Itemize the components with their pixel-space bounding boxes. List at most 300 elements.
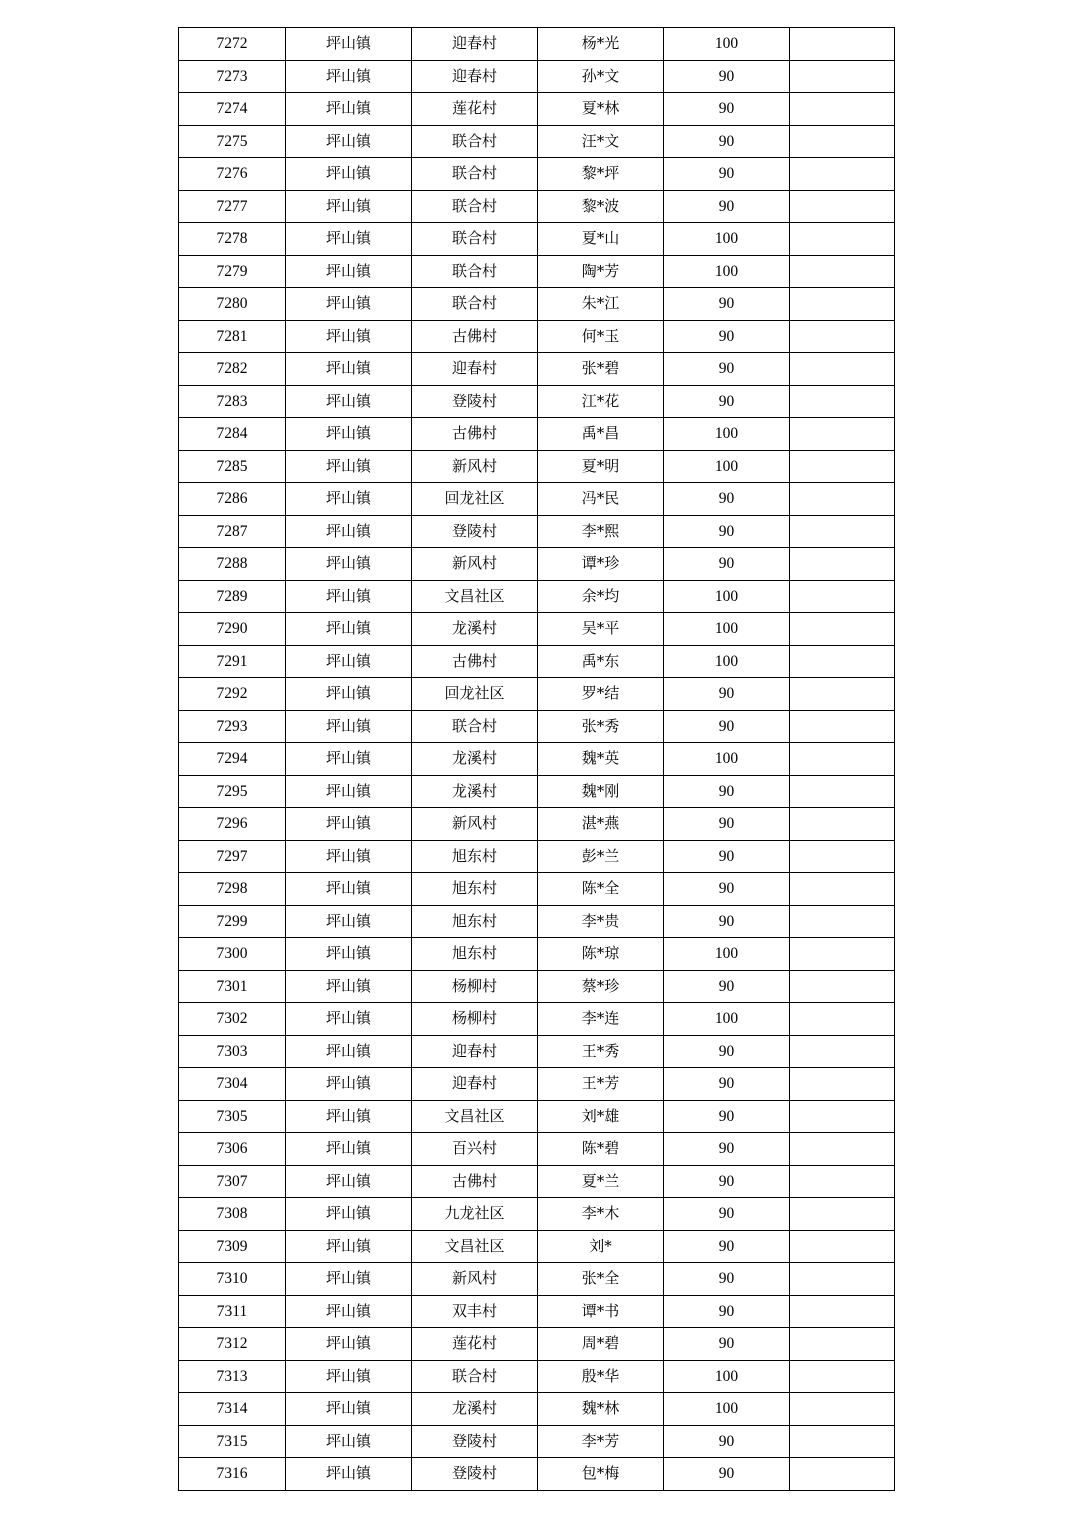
table-row: [179, 1393, 895, 1426]
town-cell: 坪山镇: [286, 1198, 412, 1231]
town-cell: 坪山镇: [286, 385, 412, 418]
table-row: [179, 158, 895, 191]
table-row: [179, 1165, 895, 1198]
amount-cell: 90: [664, 320, 790, 353]
amount-cell: 90: [664, 288, 790, 321]
table-row: [179, 1458, 895, 1491]
remark-cell: [790, 1295, 895, 1328]
name-cell: 彭*兰: [538, 840, 664, 873]
name-cell: 王*秀: [538, 1035, 664, 1068]
name-cell: 夏*林: [538, 93, 664, 126]
serial-number-cell: 7292: [179, 678, 286, 711]
remark-cell: [790, 190, 895, 223]
table-body: [179, 28, 895, 1491]
town-cell: 坪山镇: [286, 1295, 412, 1328]
village-cell: 迎春村: [412, 353, 538, 386]
remark-cell: [790, 1263, 895, 1296]
village-cell: 九龙社区: [412, 1198, 538, 1231]
village-cell: 百兴村: [412, 1133, 538, 1166]
name-cell: 夏*山: [538, 223, 664, 256]
amount-cell: 100: [664, 28, 790, 61]
serial-number-cell: 7273: [179, 60, 286, 93]
serial-number-cell: 7274: [179, 93, 286, 126]
serial-number-cell: 7295: [179, 775, 286, 808]
name-cell: 李*木: [538, 1198, 664, 1231]
village-cell: 登陵村: [412, 385, 538, 418]
name-cell: 夏*兰: [538, 1165, 664, 1198]
table-row: [179, 418, 895, 451]
village-cell: 龙溪村: [412, 613, 538, 646]
village-cell: 登陵村: [412, 515, 538, 548]
amount-cell: 100: [664, 1003, 790, 1036]
town-cell: 坪山镇: [286, 808, 412, 841]
town-cell: 坪山镇: [286, 1133, 412, 1166]
remark-cell: [790, 450, 895, 483]
serial-number-cell: 7308: [179, 1198, 286, 1231]
name-cell: 黎*坪: [538, 158, 664, 191]
remark-cell: [790, 678, 895, 711]
town-cell: 坪山镇: [286, 1328, 412, 1361]
amount-cell: 90: [664, 190, 790, 223]
town-cell: 坪山镇: [286, 840, 412, 873]
amount-cell: 100: [664, 418, 790, 451]
remark-cell: [790, 905, 895, 938]
amount-cell: 100: [664, 645, 790, 678]
village-cell: 新风村: [412, 1263, 538, 1296]
town-cell: 坪山镇: [286, 450, 412, 483]
serial-number-cell: 7312: [179, 1328, 286, 1361]
name-cell: 陈*琼: [538, 938, 664, 971]
village-cell: 迎春村: [412, 60, 538, 93]
town-cell: 坪山镇: [286, 1230, 412, 1263]
village-cell: 新风村: [412, 808, 538, 841]
town-cell: 坪山镇: [286, 1068, 412, 1101]
name-cell: 王*芳: [538, 1068, 664, 1101]
name-cell: 李*熙: [538, 515, 664, 548]
town-cell: 坪山镇: [286, 223, 412, 256]
table-row: [179, 775, 895, 808]
village-cell: 古佛村: [412, 645, 538, 678]
remark-cell: [790, 60, 895, 93]
name-cell: 刘*雄: [538, 1100, 664, 1133]
table-row: [179, 548, 895, 581]
table-row: [179, 353, 895, 386]
serial-number-cell: 7277: [179, 190, 286, 223]
amount-cell: 90: [664, 1198, 790, 1231]
remark-cell: [790, 93, 895, 126]
table-row: [179, 905, 895, 938]
name-cell: 谭*书: [538, 1295, 664, 1328]
remark-cell: [790, 1393, 895, 1426]
village-cell: 莲花村: [412, 93, 538, 126]
remark-cell: [790, 515, 895, 548]
town-cell: 坪山镇: [286, 1035, 412, 1068]
town-cell: 坪山镇: [286, 613, 412, 646]
village-cell: 登陵村: [412, 1458, 538, 1491]
village-cell: 回龙社区: [412, 483, 538, 516]
amount-cell: 100: [664, 743, 790, 776]
town-cell: 坪山镇: [286, 1263, 412, 1296]
name-cell: 李*贵: [538, 905, 664, 938]
town-cell: 坪山镇: [286, 1393, 412, 1426]
table-row: [179, 125, 895, 158]
village-cell: 旭东村: [412, 905, 538, 938]
village-cell: 双丰村: [412, 1295, 538, 1328]
remark-cell: [790, 873, 895, 906]
table-row: [179, 1425, 895, 1458]
serial-number-cell: 7287: [179, 515, 286, 548]
amount-cell: 90: [664, 1425, 790, 1458]
village-cell: 迎春村: [412, 1035, 538, 1068]
village-cell: 文昌社区: [412, 580, 538, 613]
name-cell: 孙*文: [538, 60, 664, 93]
village-cell: 古佛村: [412, 1165, 538, 1198]
amount-cell: 90: [664, 1165, 790, 1198]
serial-number-cell: 7302: [179, 1003, 286, 1036]
table-row: [179, 255, 895, 288]
name-cell: 禹*昌: [538, 418, 664, 451]
name-cell: 刘*: [538, 1230, 664, 1263]
town-cell: 坪山镇: [286, 483, 412, 516]
village-cell: 联合村: [412, 223, 538, 256]
table-row: [179, 93, 895, 126]
town-cell: 坪山镇: [286, 580, 412, 613]
remark-cell: [790, 28, 895, 61]
amount-cell: 90: [664, 775, 790, 808]
remark-cell: [790, 1165, 895, 1198]
table-row: [179, 320, 895, 353]
name-cell: 李*芳: [538, 1425, 664, 1458]
table-row: [179, 1100, 895, 1133]
amount-cell: 90: [664, 385, 790, 418]
serial-number-cell: 7289: [179, 580, 286, 613]
remark-cell: [790, 1458, 895, 1491]
serial-number-cell: 7286: [179, 483, 286, 516]
table-row: [179, 743, 895, 776]
amount-cell: 100: [664, 223, 790, 256]
amount-cell: 100: [664, 580, 790, 613]
table-row: [179, 483, 895, 516]
serial-number-cell: 7279: [179, 255, 286, 288]
remark-cell: [790, 840, 895, 873]
table-row: [179, 645, 895, 678]
table-row: [179, 450, 895, 483]
remark-cell: [790, 353, 895, 386]
serial-number-cell: 7296: [179, 808, 286, 841]
remark-cell: [790, 1198, 895, 1231]
name-cell: 陈*碧: [538, 1133, 664, 1166]
town-cell: 坪山镇: [286, 678, 412, 711]
remark-cell: [790, 255, 895, 288]
town-cell: 坪山镇: [286, 190, 412, 223]
name-cell: 江*花: [538, 385, 664, 418]
town-cell: 坪山镇: [286, 93, 412, 126]
serial-number-cell: 7314: [179, 1393, 286, 1426]
remark-cell: [790, 125, 895, 158]
serial-number-cell: 7305: [179, 1100, 286, 1133]
remark-cell: [790, 970, 895, 1003]
village-cell: 联合村: [412, 255, 538, 288]
amount-cell: 90: [664, 548, 790, 581]
town-cell: 坪山镇: [286, 743, 412, 776]
town-cell: 坪山镇: [286, 645, 412, 678]
name-cell: 罗*结: [538, 678, 664, 711]
serial-number-cell: 7272: [179, 28, 286, 61]
amount-cell: 90: [664, 678, 790, 711]
town-cell: 坪山镇: [286, 905, 412, 938]
serial-number-cell: 7288: [179, 548, 286, 581]
table-row: [179, 1263, 895, 1296]
amount-cell: 90: [664, 1068, 790, 1101]
amount-cell: 90: [664, 125, 790, 158]
serial-number-cell: 7316: [179, 1458, 286, 1491]
village-cell: 新风村: [412, 548, 538, 581]
village-cell: 联合村: [412, 1360, 538, 1393]
amount-cell: 100: [664, 613, 790, 646]
town-cell: 坪山镇: [286, 288, 412, 321]
town-cell: 坪山镇: [286, 1458, 412, 1491]
name-cell: 陶*芳: [538, 255, 664, 288]
village-cell: 龙溪村: [412, 743, 538, 776]
name-cell: 张*全: [538, 1263, 664, 1296]
table-row: [179, 1360, 895, 1393]
table-row: [179, 580, 895, 613]
village-cell: 联合村: [412, 710, 538, 743]
amount-cell: 100: [664, 255, 790, 288]
remark-cell: [790, 938, 895, 971]
name-cell: 余*均: [538, 580, 664, 613]
table-row: [179, 190, 895, 223]
serial-number-cell: 7275: [179, 125, 286, 158]
remark-cell: [790, 775, 895, 808]
table-row: [179, 1198, 895, 1231]
serial-number-cell: 7300: [179, 938, 286, 971]
table-row: [179, 1230, 895, 1263]
serial-number-cell: 7299: [179, 905, 286, 938]
serial-number-cell: 7291: [179, 645, 286, 678]
remark-cell: [790, 483, 895, 516]
village-cell: 龙溪村: [412, 775, 538, 808]
name-cell: 张*秀: [538, 710, 664, 743]
remark-cell: [790, 1035, 895, 1068]
remark-cell: [790, 1100, 895, 1133]
town-cell: 坪山镇: [286, 28, 412, 61]
amount-cell: 90: [664, 1035, 790, 1068]
remark-cell: [790, 548, 895, 581]
town-cell: 坪山镇: [286, 1100, 412, 1133]
remark-cell: [790, 1230, 895, 1263]
remark-cell: [790, 320, 895, 353]
table-row: [179, 1068, 895, 1101]
serial-number-cell: 7293: [179, 710, 286, 743]
serial-number-cell: 7310: [179, 1263, 286, 1296]
serial-number-cell: 7303: [179, 1035, 286, 1068]
name-cell: 谭*珍: [538, 548, 664, 581]
table-row: [179, 1035, 895, 1068]
town-cell: 坪山镇: [286, 125, 412, 158]
amount-cell: 90: [664, 1133, 790, 1166]
town-cell: 坪山镇: [286, 1425, 412, 1458]
name-cell: 杨*光: [538, 28, 664, 61]
serial-number-cell: 7311: [179, 1295, 286, 1328]
amount-cell: 100: [664, 938, 790, 971]
amount-cell: 90: [664, 158, 790, 191]
serial-number-cell: 7278: [179, 223, 286, 256]
name-cell: 黎*波: [538, 190, 664, 223]
table-row: [179, 28, 895, 61]
remark-cell: [790, 710, 895, 743]
table-row: [179, 613, 895, 646]
town-cell: 坪山镇: [286, 60, 412, 93]
table-row: [179, 678, 895, 711]
amount-cell: 90: [664, 1458, 790, 1491]
town-cell: 坪山镇: [286, 158, 412, 191]
table-row: [179, 385, 895, 418]
remark-cell: [790, 1360, 895, 1393]
amount-cell: 90: [664, 710, 790, 743]
amount-cell: 90: [664, 353, 790, 386]
table-row: [179, 515, 895, 548]
name-cell: 湛*燕: [538, 808, 664, 841]
amount-cell: 90: [664, 808, 790, 841]
remark-cell: [790, 613, 895, 646]
village-cell: 联合村: [412, 288, 538, 321]
remark-cell: [790, 645, 895, 678]
name-cell: 魏*林: [538, 1393, 664, 1426]
remark-cell: [790, 223, 895, 256]
village-cell: 联合村: [412, 190, 538, 223]
village-cell: 龙溪村: [412, 1393, 538, 1426]
name-cell: 魏*英: [538, 743, 664, 776]
name-cell: 汪*文: [538, 125, 664, 158]
amount-cell: 100: [664, 450, 790, 483]
serial-number-cell: 7306: [179, 1133, 286, 1166]
remark-cell: [790, 288, 895, 321]
village-cell: 旭东村: [412, 938, 538, 971]
table-row: [179, 808, 895, 841]
village-cell: 文昌社区: [412, 1100, 538, 1133]
table-row: [179, 1295, 895, 1328]
remark-cell: [790, 808, 895, 841]
name-cell: 夏*明: [538, 450, 664, 483]
serial-number-cell: 7290: [179, 613, 286, 646]
serial-number-cell: 7307: [179, 1165, 286, 1198]
table-row: [179, 938, 895, 971]
village-cell: 文昌社区: [412, 1230, 538, 1263]
town-cell: 坪山镇: [286, 418, 412, 451]
village-cell: 回龙社区: [412, 678, 538, 711]
village-cell: 莲花村: [412, 1328, 538, 1361]
name-cell: 冯*民: [538, 483, 664, 516]
table-row: [179, 1133, 895, 1166]
town-cell: 坪山镇: [286, 353, 412, 386]
serial-number-cell: 7309: [179, 1230, 286, 1263]
table-row: [179, 970, 895, 1003]
town-cell: 坪山镇: [286, 548, 412, 581]
remark-cell: [790, 1068, 895, 1101]
amount-cell: 90: [664, 1263, 790, 1296]
town-cell: 坪山镇: [286, 970, 412, 1003]
table-row: [179, 873, 895, 906]
serial-number-cell: 7297: [179, 840, 286, 873]
town-cell: 坪山镇: [286, 515, 412, 548]
town-cell: 坪山镇: [286, 1360, 412, 1393]
village-cell: 迎春村: [412, 1068, 538, 1101]
table-row: [179, 288, 895, 321]
remark-cell: [790, 743, 895, 776]
amount-cell: 90: [664, 1295, 790, 1328]
village-cell: 新风村: [412, 450, 538, 483]
name-cell: 张*碧: [538, 353, 664, 386]
name-cell: 陈*全: [538, 873, 664, 906]
village-cell: 联合村: [412, 158, 538, 191]
town-cell: 坪山镇: [286, 938, 412, 971]
village-cell: 旭东村: [412, 873, 538, 906]
serial-number-cell: 7283: [179, 385, 286, 418]
remark-cell: [790, 1003, 895, 1036]
name-cell: 何*玉: [538, 320, 664, 353]
town-cell: 坪山镇: [286, 873, 412, 906]
village-cell: 迎春村: [412, 28, 538, 61]
serial-number-cell: 7285: [179, 450, 286, 483]
remark-cell: [790, 580, 895, 613]
name-cell: 吴*平: [538, 613, 664, 646]
remark-cell: [790, 158, 895, 191]
serial-number-cell: 7298: [179, 873, 286, 906]
name-cell: 包*梅: [538, 1458, 664, 1491]
amount-cell: 90: [664, 93, 790, 126]
amount-cell: 90: [664, 1328, 790, 1361]
serial-number-cell: 7281: [179, 320, 286, 353]
town-cell: 坪山镇: [286, 1003, 412, 1036]
table-row: [179, 840, 895, 873]
serial-number-cell: 7315: [179, 1425, 286, 1458]
village-cell: 联合村: [412, 125, 538, 158]
name-cell: 魏*刚: [538, 775, 664, 808]
name-cell: 蔡*珍: [538, 970, 664, 1003]
village-cell: 古佛村: [412, 320, 538, 353]
name-cell: 朱*江: [538, 288, 664, 321]
town-cell: 坪山镇: [286, 255, 412, 288]
serial-number-cell: 7276: [179, 158, 286, 191]
serial-number-cell: 7313: [179, 1360, 286, 1393]
amount-cell: 90: [664, 60, 790, 93]
serial-number-cell: 7294: [179, 743, 286, 776]
amount-cell: 90: [664, 1100, 790, 1133]
village-cell: 杨柳村: [412, 1003, 538, 1036]
remark-cell: [790, 1133, 895, 1166]
name-cell: 禹*东: [538, 645, 664, 678]
table-row: [179, 60, 895, 93]
remark-cell: [790, 1425, 895, 1458]
amount-cell: 90: [664, 970, 790, 1003]
amount-cell: 90: [664, 1230, 790, 1263]
amount-cell: 90: [664, 483, 790, 516]
data-table: [178, 27, 895, 1491]
serial-number-cell: 7284: [179, 418, 286, 451]
town-cell: 坪山镇: [286, 320, 412, 353]
village-cell: 杨柳村: [412, 970, 538, 1003]
town-cell: 坪山镇: [286, 710, 412, 743]
village-cell: 旭东村: [412, 840, 538, 873]
name-cell: 周*碧: [538, 1328, 664, 1361]
amount-cell: 100: [664, 1393, 790, 1426]
amount-cell: 90: [664, 873, 790, 906]
village-cell: 古佛村: [412, 418, 538, 451]
remark-cell: [790, 418, 895, 451]
name-cell: 李*连: [538, 1003, 664, 1036]
town-cell: 坪山镇: [286, 775, 412, 808]
